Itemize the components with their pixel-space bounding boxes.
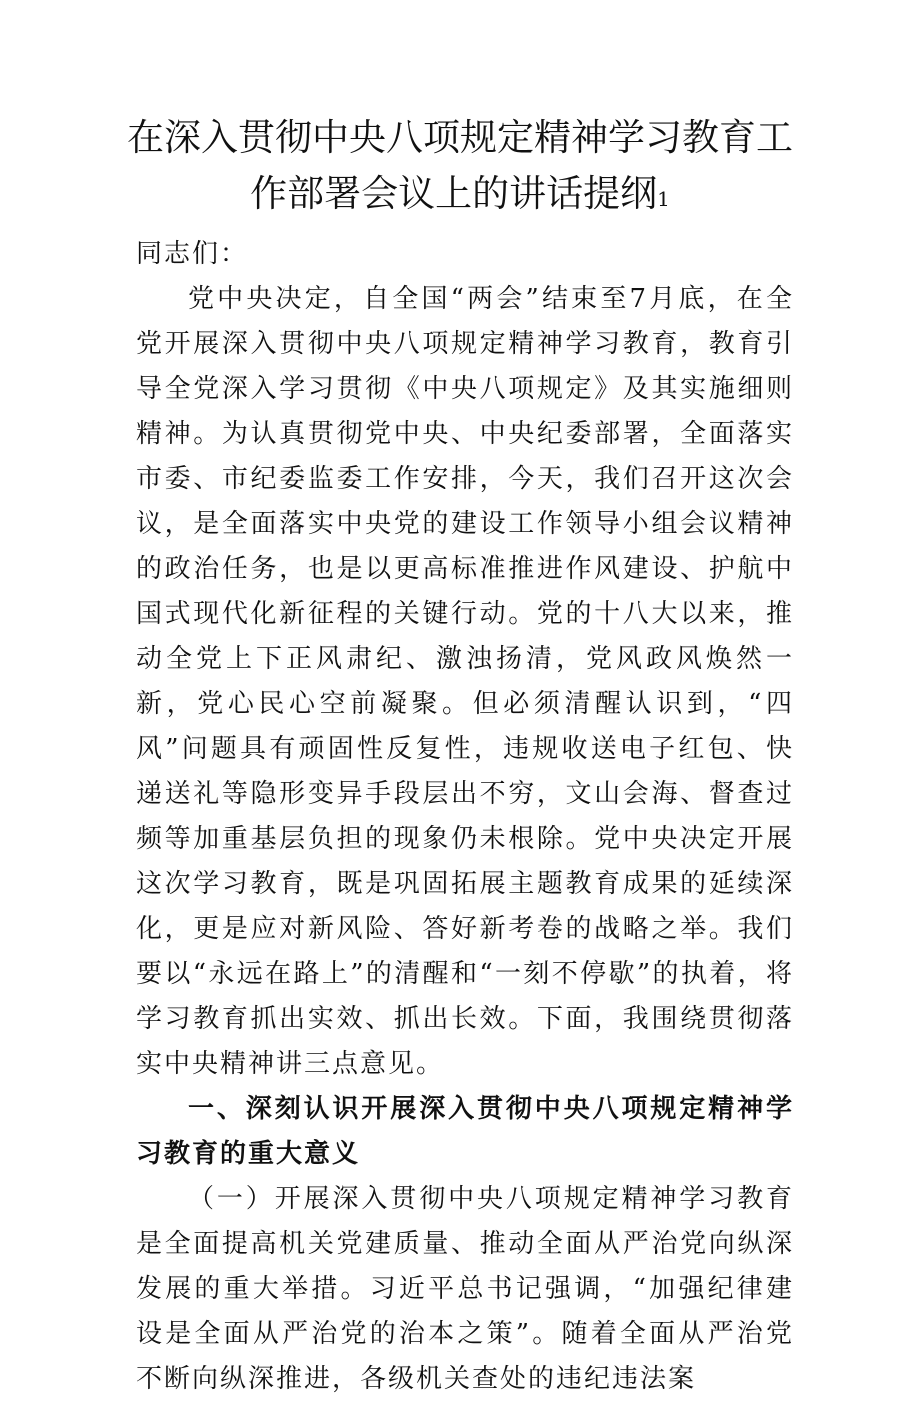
title-line-2	[0, 166, 920, 227]
document-body	[136, 232, 794, 1402]
title-footnote-marker: 1	[657, 187, 670, 211]
section-1-subsection-1: （一）开展深入贯彻中央八项规定精神学习教育是全面提高机关党建质量、推动全面从严治党向纵深发展的重大举措。习近平总书记强调，“加强纪律建设是全面从严治党的治本之策”。随着全面从严治党不断向纵深推进，各级机关查处的违纪违法案	[136, 1184, 794, 1394]
intro-paragraph: 党中央决定，自全国“两会”结束至7月底，在全党开展深入贯彻中央八项规定精神学习教育，教育引导全党深入学习贯彻《中央八项规定》及其实施细则精神。为认真贯彻党中央、中央纪委部署，全面落实市委、市纪委监委工作安排，今天，我们召开这次会议，是全面落实中央党的建设工作领导小组会议精神的政治任务，也是以更高标准推进作风建设、护航中国式现代化新征程的关键行动。党的十八大以来，推动全党上下正风肃纪、激浊扬清，党风政风焕然一新，党心民心空前凝聚。但必须清醒认识到，“四风”问题具有顽固性反复性，违规收送电子红包、快递送礼等隐形变异手段层出不穷，文山会海、督查过频等加重基层负担的现象仍未根除。党中央决定开展这次学习教育，既是巩固拓展主题教育成果的延续深化，更是应对新风险、答好新考卷的战略之举。我们要以“永远在路上”的清醒和“一刻不停歇”的执着，将学习教育抓出实效、抓出长效。下面，我围绕贯彻落实中央精神讲三点意见。	[136, 284, 794, 1079]
salutation: 同志们：	[136, 239, 249, 269]
title-line-1: 在深入贯彻中央八项规定精神学习教育工	[127, 116, 793, 159]
document-title	[0, 110, 920, 227]
title-line-2-text: 作部署会议上的讲话提纲	[250, 172, 658, 215]
section-1-heading: 一、深刻认识开展深入贯彻中央八项规定精神学习教育的重大意义	[136, 1094, 794, 1169]
